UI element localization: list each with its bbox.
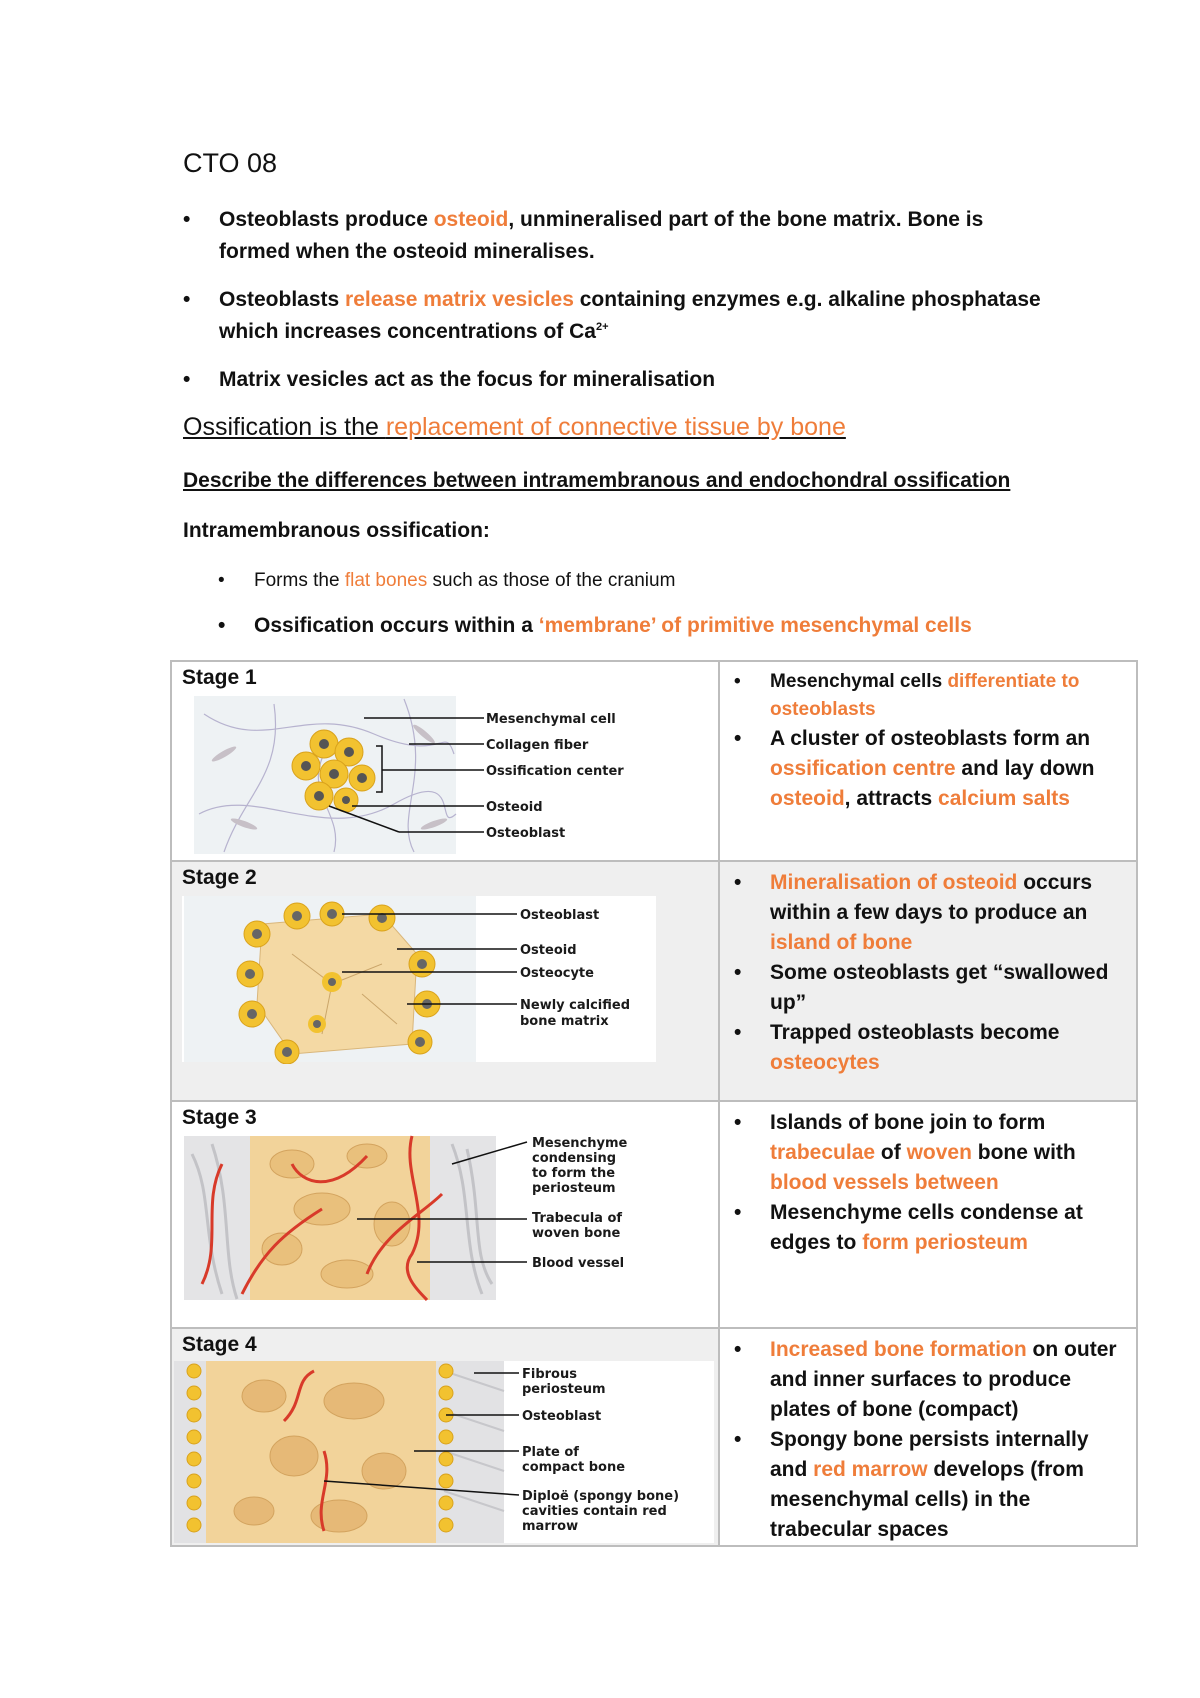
stage-row-2 bbox=[171, 861, 1137, 1101]
figure-label: Osteoid bbox=[520, 943, 577, 958]
stage-3-notes bbox=[719, 1101, 1137, 1328]
stage-4-diagram bbox=[174, 1361, 714, 1543]
stage-label: Stage 4 bbox=[182, 1333, 257, 1356]
stage-4-notes bbox=[719, 1328, 1137, 1546]
list-item: • Mineralisation of osteoid occurs within a few days to produce an island of bone bbox=[734, 868, 1126, 958]
figure-label: to form the bbox=[532, 1166, 616, 1181]
stage-2-notes bbox=[719, 861, 1137, 1101]
stage-2-list bbox=[720, 868, 1136, 1078]
stage-4-list bbox=[720, 1335, 1136, 1545]
stage-label: Stage 3 bbox=[182, 1106, 257, 1129]
figure-label: Ossification center bbox=[486, 764, 624, 779]
stage-2-diagram bbox=[182, 894, 656, 1064]
list-item: • A cluster of osteoblasts form an ossification centre and lay down osteoid, attracts calcium salts bbox=[734, 724, 1126, 814]
figure-label: Collagen fiber bbox=[486, 738, 589, 753]
list-item: • Spongy bone persists internally and red marrow develops (from mesenchymal cells) in the trabecular spaces bbox=[734, 1425, 1126, 1545]
bullet-mineralisation-focus: • Matrix vesicles act as the focus for mineralisation bbox=[183, 368, 716, 391]
stage-row-1 bbox=[171, 661, 1137, 861]
stage-row-4 bbox=[171, 1328, 1137, 1546]
list-item: • Increased bone formation on outer and inner surfaces to produce plates of bone (compact) bbox=[734, 1335, 1126, 1425]
stage-3-diagram bbox=[182, 1134, 662, 1304]
figure-label: condensing bbox=[532, 1151, 617, 1166]
figure-label: periosteum bbox=[532, 1181, 616, 1196]
list-item: • Mesenchymal cells differentiate to osteoblasts bbox=[734, 668, 1126, 724]
figure-label: Mesenchymal cell bbox=[486, 712, 616, 727]
stage-label: Stage 2 bbox=[182, 866, 257, 889]
figure-label: marrow bbox=[522, 1519, 579, 1534]
stage-1-list bbox=[720, 668, 1136, 814]
figure-label: Diploë (spongy bone) bbox=[522, 1489, 680, 1504]
figure-label: periosteum bbox=[522, 1382, 606, 1397]
stage-row-3 bbox=[171, 1101, 1137, 1328]
question-heading: Describe the differences between intramembranous and endochondral ossification bbox=[183, 469, 1011, 492]
bullet-matrix-vesicles: • Osteoblasts release matrix vesicles containing enzymes e.g. alkaline phosphatase which increases concentrations of $Ca^{2+}$ bbox=[183, 288, 1041, 343]
stage-label: Stage 1 bbox=[182, 666, 257, 689]
list-item: • Some osteoblasts get “swallowed up” bbox=[734, 958, 1126, 1018]
bullet-osteoid: • Osteoblasts produce osteoid, unmineralised part of the bone matrix. Bone is formed when the osteoid mineralises. bbox=[183, 208, 984, 263]
stage-1-notes bbox=[719, 661, 1137, 861]
figure-label: Mesenchyme bbox=[532, 1136, 628, 1151]
ossification-definition: Ossification is the replacement of connective tissue by bone bbox=[183, 413, 846, 441]
figure-label: bone matrix bbox=[520, 1014, 609, 1029]
figure-label: Osteocyte bbox=[520, 966, 594, 981]
figure-label: Osteoblast bbox=[520, 908, 600, 923]
stage-3-figure-cell bbox=[171, 1101, 719, 1328]
figure-label: Osteoblast bbox=[522, 1409, 602, 1424]
figure-label: compact bone bbox=[522, 1460, 626, 1475]
stage-1-diagram bbox=[184, 694, 704, 858]
stages-table bbox=[170, 660, 1138, 1547]
stage-1-figure-cell bbox=[171, 661, 719, 861]
stage-3-list bbox=[720, 1108, 1136, 1258]
figure-label: Newly calcified bbox=[520, 998, 631, 1013]
stage-4-figure-cell bbox=[171, 1328, 719, 1546]
sub-bullet-flat-bones: • Forms the flat bones such as those of the cranium bbox=[218, 570, 676, 591]
figure-label: Osteoid bbox=[486, 800, 543, 815]
figure-label: Trabecula of bbox=[532, 1211, 623, 1226]
figure-label: Osteoblast bbox=[486, 826, 566, 841]
figure-label: woven bone bbox=[532, 1226, 621, 1241]
list-item: • Trapped osteoblasts become osteocytes bbox=[734, 1018, 1126, 1078]
figure-label: Blood vessel bbox=[532, 1256, 625, 1271]
list-item: • Islands of bone join to form trabeculae of woven bone with blood vessels between bbox=[734, 1108, 1126, 1198]
figure-label: Plate of bbox=[522, 1445, 579, 1460]
page-title: CTO 08 bbox=[183, 148, 278, 178]
list-item: • Mesenchyme cells condense at edges to form periosteum bbox=[734, 1198, 1126, 1258]
figure-label: cavities contain red bbox=[522, 1504, 667, 1519]
stage-2-figure-cell bbox=[171, 861, 719, 1101]
section-heading: Intramembranous ossification: bbox=[183, 519, 490, 542]
sub-bullet-membrane: • Ossification occurs within a ‘membrane’ of primitive mesenchymal cells bbox=[218, 614, 972, 637]
figure-label: Fibrous bbox=[522, 1367, 577, 1382]
